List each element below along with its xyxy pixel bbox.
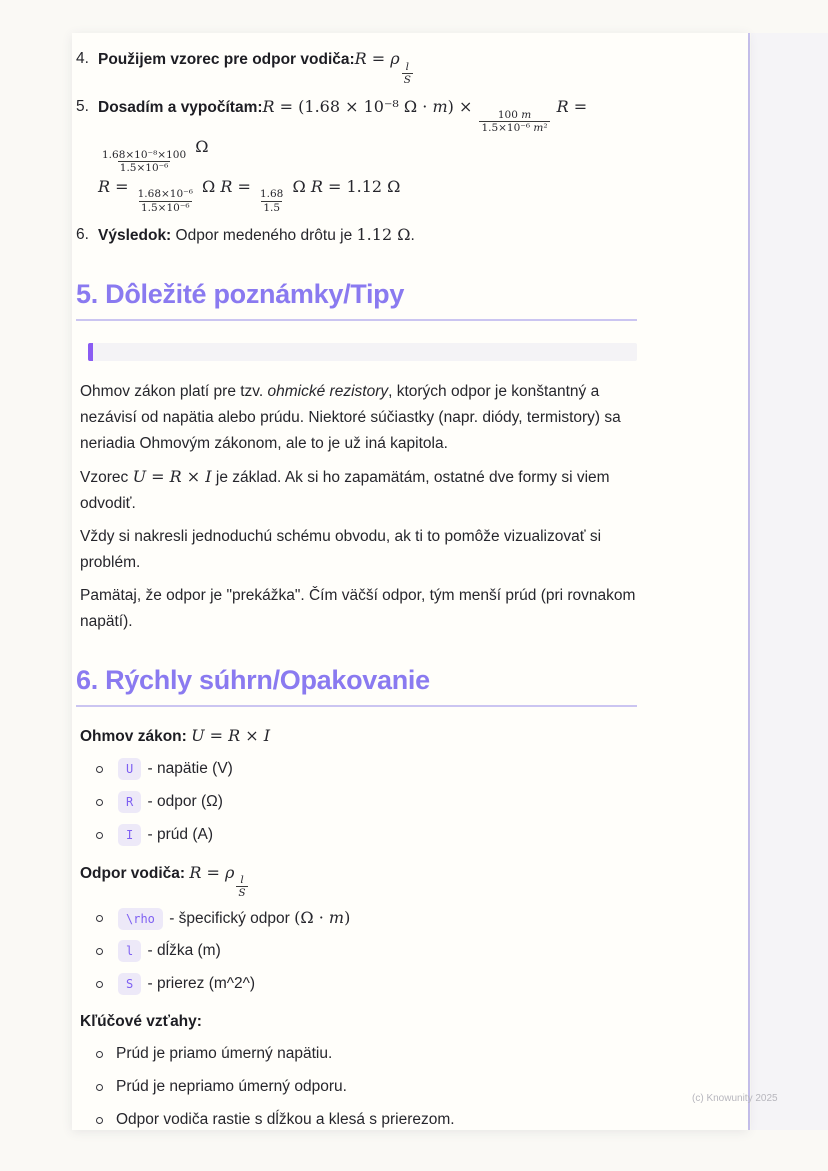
text-run: Prúd je nepriamo úmerný odporu. [116,1078,347,1096]
document-page [72,33,748,1130]
solution-steps-list [76,46,637,249]
tip-note-item [76,583,637,635]
text-run: - prúd (A) [143,825,213,843]
math-expression: R = ρ $\frac{l}{S}$ [189,862,246,900]
tips-notes-list [76,379,637,635]
inline-code-chip: l [118,940,141,962]
text-run: Ohmov zákon platí pre tzv. [80,382,268,400]
summary-sub-item [94,938,637,968]
units-warning-callout [88,343,637,361]
summary-item [76,723,637,852]
adjacent-page-edge [751,33,828,1130]
summary-sub-list [94,756,637,852]
text-run: - napätie (V) [143,759,233,777]
section-divider-2 [76,705,637,707]
math-expression: U = R × I [191,725,271,745]
summary-sub-item [94,1041,637,1071]
copyright-watermark: (c) Knowunity 2025 [692,1093,778,1104]
inline-code-chip: S [118,973,141,995]
page-content [76,46,637,1130]
summary-sub-item [94,756,637,786]
bold-text: Odpor vodiča: [80,864,190,882]
section-summary-heading: 6. Rýchly súhrn/Opakovanie [76,664,430,695]
math-expression: R = (1.68 × 10⁻⁸ Ω · m) × $\frac{100 m}{\text{1.5×10⁻⁶ m²}}$ R = $\frac{\text{1.68×10⁻⁸×100}}{\text{1.5×10⁻⁶}}$ Ω R = $\frac{\text{1.68×10⁻⁶}}{\text{1.5×10⁻⁶}}$ Ω R = $\frac{1.68}{1.5}$ Ω R = 1.12 Ω [98,96,588,214]
summary-sub-item [94,789,637,819]
inline-code-chip: I [118,824,141,846]
text-run: - prierez (m^2^) [143,975,256,993]
tip-note-item [76,379,637,457]
math-fraction: $\frac{l}{S}$ [403,60,411,86]
summary-sub-list [94,905,637,1001]
text-run: - dĺžka (m) [143,942,221,960]
math-fraction: $\frac{\text{1.68×10⁻⁶}}{\text{1.5×10⁻⁶}}$ [137,188,193,214]
math-expression: R = ρ $\frac{l}{S}$ [354,49,411,86]
math-expression: (Ω · m) [294,908,351,928]
bold-text: Výsledok: [98,226,172,244]
math-fraction: $\frac{100 m}{\text{1.5×10⁻⁶ m²}}$ [481,108,548,134]
step-number: 5. [76,97,89,115]
section-divider [76,319,637,321]
solution-step [76,46,637,86]
summary-sub-list [94,1041,637,1130]
bold-text: Použijem vzorec pre odpor vodiča: [98,51,355,68]
inline-code-chip: R [118,791,141,813]
text-run: . [410,226,415,244]
math-fraction: $\frac{1.68}{1.5}$ [259,188,284,214]
math-expression: U = R × I [132,466,212,486]
bold-text: Ohmov zákon: [80,727,192,745]
text-run: Vždy si nakresli jednoduchú schému obvodu, ak ti to pomôže vizualizovať si problém. [80,527,602,571]
text-run: , ktorých odpor je konštantný a nezávisí od napätia alebo prúdu. Niektoré súčiastky (napr. diódy, termistory) sa neriadia Ohmovým zákonom, ale to je už iná kapitola. [80,382,621,452]
text-run: - odpor (Ω) [143,792,223,810]
math-fraction: $\frac{l}{S}$ [238,874,246,900]
solution-step [76,222,637,249]
section-tips-heading: 5. Dôležité poznámky/Tipy [76,278,405,309]
step-number: 6. [76,225,89,243]
summary-item [76,860,637,1002]
tip-note-item [76,464,637,517]
text-run: Prúd je priamo úmerný napätiu. [116,1045,333,1063]
step-number: 4. [76,50,89,67]
summary-sub-item [94,971,637,1001]
bold-text: Kľúčové vzťahy: [80,1013,202,1031]
inline-code-chip: \rho [118,908,163,930]
math-expression: 1.12 Ω [356,224,411,244]
summary-sub-item [94,1107,637,1130]
callout-list-item [76,343,637,361]
tips-callout-list [76,343,637,361]
summary-sub-item [94,905,637,935]
math-fraction: $\frac{\text{1.68×10⁻⁸×100}}{\text{1.5×10⁻⁶}}$ [102,148,187,174]
italic-text: ohmické rezistory [267,382,389,400]
summary-list [76,723,637,1130]
text-run: Vzorec [80,468,133,486]
text-run: Odpor vodiča rastie s dĺžkou a klesá s prierezom. [116,1111,455,1129]
text-run: - špecifický odpor [164,910,295,928]
summary-sub-item [94,822,637,852]
text-run: je základ. Ak si ho zapamätám, ostatné dve formy si viem odvodiť. [80,468,610,512]
text-run: Pamätaj, že odpor je "prekážka". Čím väčší odpor, tým menší prúd (pri rovnakom napätí). [80,586,636,630]
solution-step [76,94,637,214]
text-run: Odpor medeného drôtu je [171,226,357,244]
inline-code-chip: U [118,758,141,780]
tip-note-item [76,524,637,576]
summary-sub-item [94,1074,637,1104]
bold-text: Dosadím a vypočítam: [98,98,263,116]
summary-item [76,1009,637,1130]
